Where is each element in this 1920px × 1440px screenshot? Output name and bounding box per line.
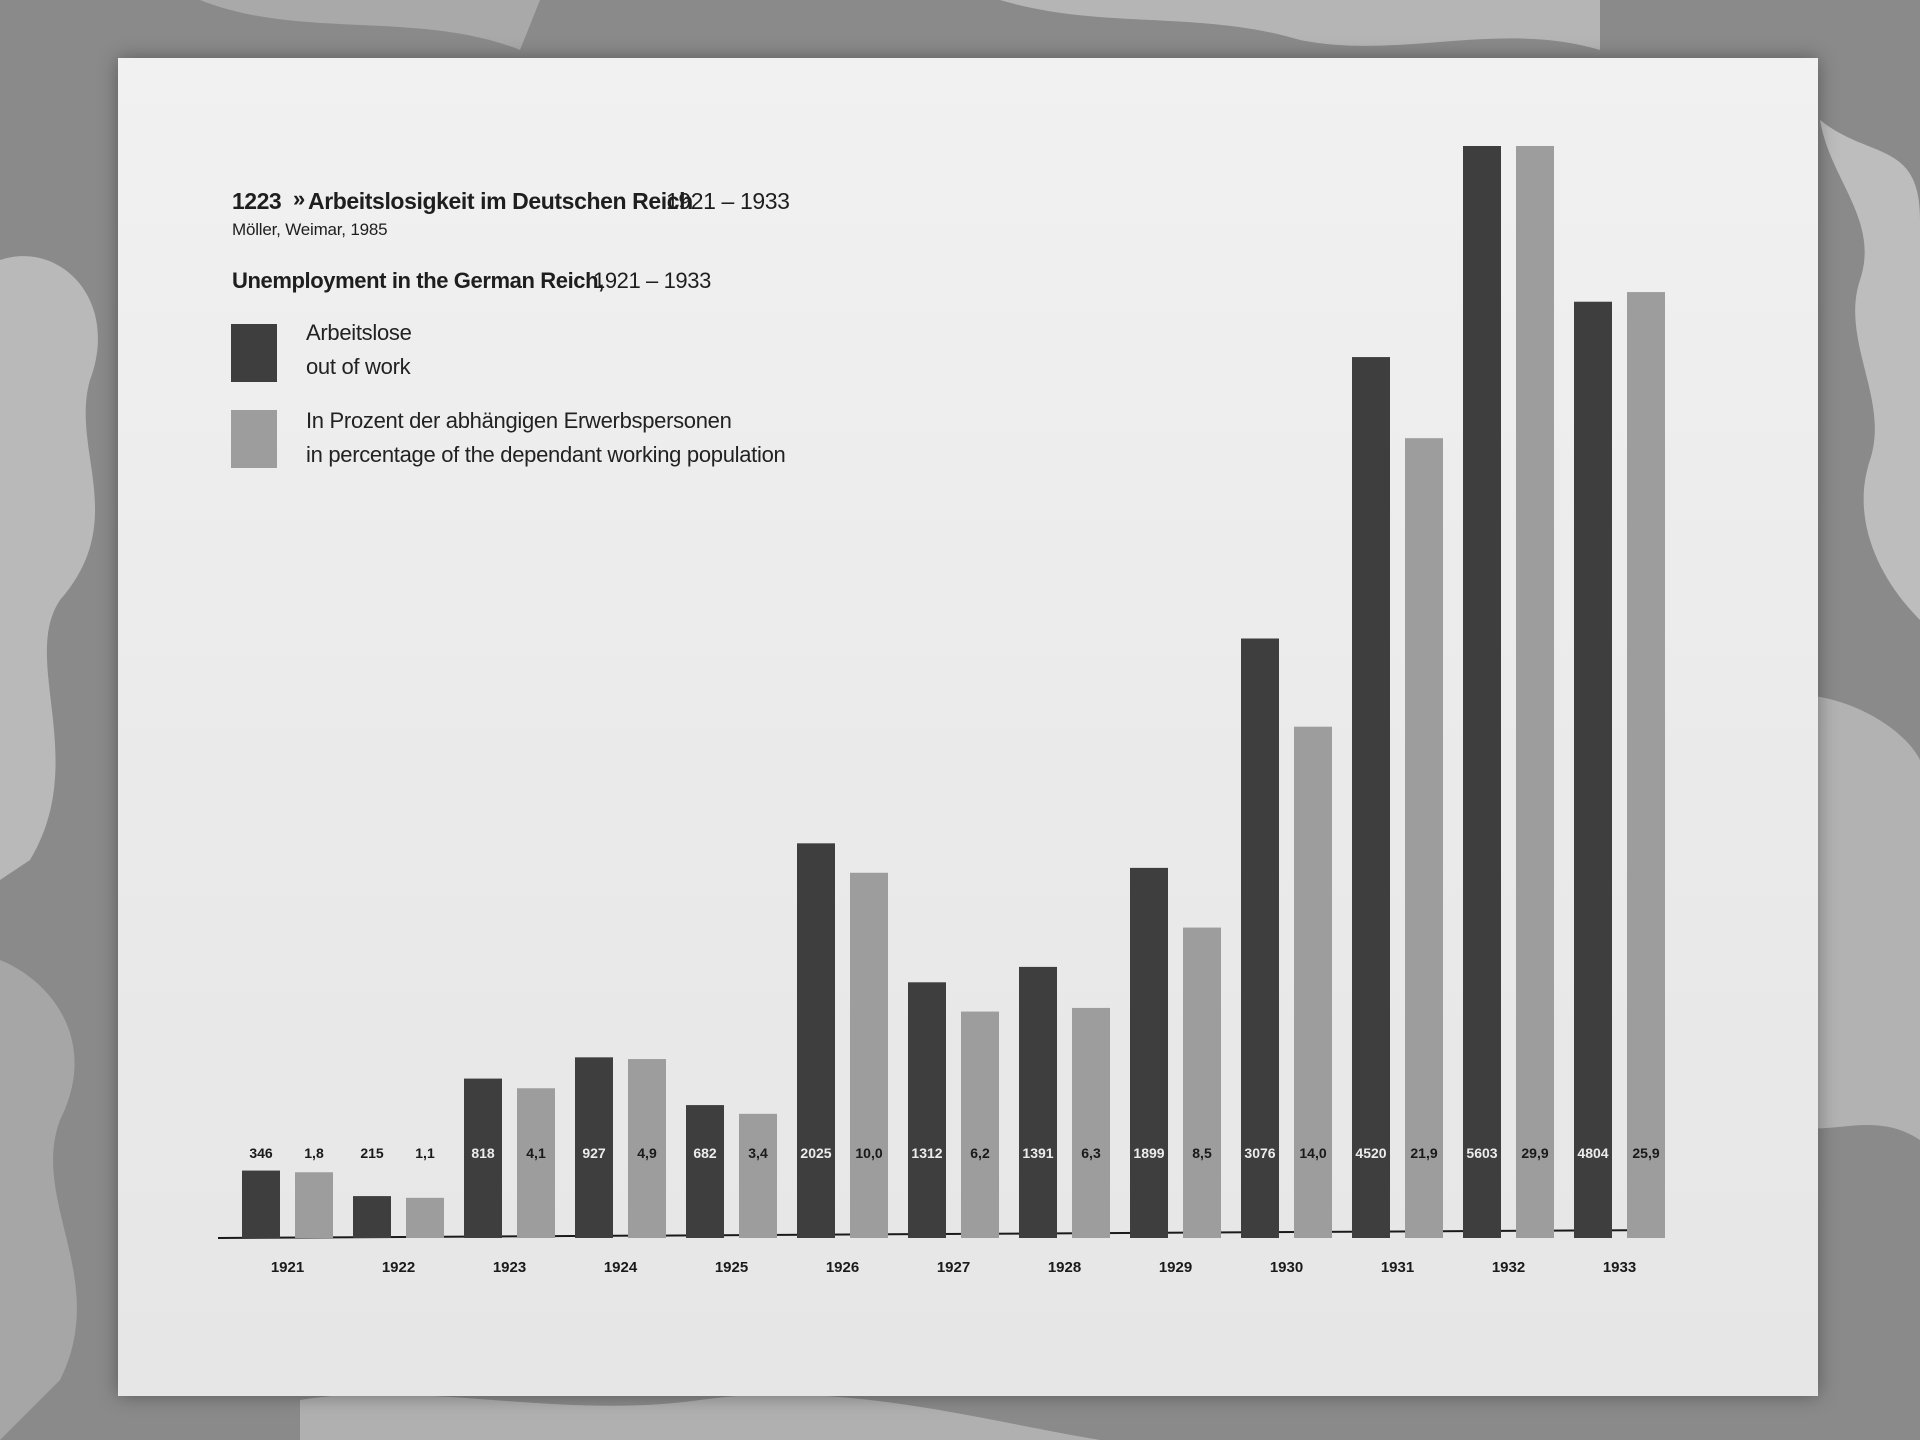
title-english: Unemployment in the German Reich, bbox=[232, 268, 604, 293]
bar-percentage-1929 bbox=[1183, 928, 1221, 1238]
x-tick-label-1928: 1928 bbox=[1047, 1259, 1082, 1276]
x-tick-label-1925: 1925 bbox=[714, 1259, 749, 1276]
bar-percentage-1931 bbox=[1405, 438, 1443, 1238]
data-label-percentage-1930: 14,0 bbox=[1299, 1145, 1327, 1161]
data-label-out-of-work-1922: 215 bbox=[360, 1145, 384, 1161]
data-label-out-of-work-1932: 5603 bbox=[1466, 1145, 1498, 1161]
bar-percentage-1923 bbox=[517, 1088, 555, 1238]
x-tick-label-1921: 1921 bbox=[270, 1259, 305, 1276]
bar-percentage-1928 bbox=[1072, 1008, 1110, 1238]
data-label-percentage-1927: 6,2 bbox=[970, 1145, 990, 1161]
bar-out-of-work-1925 bbox=[686, 1105, 724, 1238]
legend-label-de-0: Arbeitslose bbox=[306, 320, 412, 345]
data-label-out-of-work-1928: 1391 bbox=[1022, 1145, 1054, 1161]
bar-percentage-1933 bbox=[1627, 292, 1665, 1238]
data-label-out-of-work-1931: 4520 bbox=[1355, 1145, 1387, 1161]
title-german: Arbeitslosigkeit im Deutschen Reich bbox=[308, 188, 693, 214]
x-tick-label-1932: 1932 bbox=[1491, 1259, 1526, 1276]
data-label-percentage-1928: 6,3 bbox=[1081, 1145, 1101, 1161]
title-english-years: 1921 – 1933 bbox=[593, 268, 711, 293]
bar-percentage-1925 bbox=[739, 1114, 777, 1238]
data-label-out-of-work-1929: 1899 bbox=[1133, 1145, 1165, 1161]
data-label-percentage-1926: 10,0 bbox=[855, 1145, 883, 1161]
x-tick-label-1930: 1930 bbox=[1269, 1259, 1304, 1276]
data-label-out-of-work-1930: 3076 bbox=[1244, 1145, 1276, 1161]
data-label-out-of-work-1923: 818 bbox=[471, 1145, 495, 1161]
bar-percentage-1932 bbox=[1516, 146, 1554, 1238]
data-label-percentage-1931: 21,9 bbox=[1410, 1145, 1438, 1161]
bar-out-of-work-1932 bbox=[1463, 146, 1501, 1238]
x-tick-label-1924: 1924 bbox=[603, 1259, 638, 1276]
bar-out-of-work-1929 bbox=[1130, 868, 1168, 1238]
bar-out-of-work-1922 bbox=[353, 1196, 391, 1238]
x-tick-label-1933: 1933 bbox=[1602, 1259, 1637, 1276]
x-tick-label-1923: 1923 bbox=[492, 1259, 527, 1276]
bar-percentage-1922 bbox=[406, 1198, 444, 1238]
data-label-percentage-1921: 1,8 bbox=[304, 1145, 324, 1161]
bar-out-of-work-1933 bbox=[1574, 302, 1612, 1238]
bar-out-of-work-1926 bbox=[797, 843, 835, 1238]
data-label-percentage-1923: 4,1 bbox=[526, 1145, 546, 1161]
bar-percentage-1921 bbox=[295, 1172, 333, 1238]
bar-out-of-work-1931 bbox=[1352, 357, 1390, 1238]
x-tick-label-1931: 1931 bbox=[1380, 1259, 1415, 1276]
data-label-percentage-1933: 25,9 bbox=[1632, 1145, 1660, 1161]
data-label-out-of-work-1927: 1312 bbox=[911, 1145, 943, 1161]
data-label-out-of-work-1921: 346 bbox=[249, 1145, 273, 1161]
data-label-out-of-work-1924: 927 bbox=[582, 1145, 606, 1161]
x-tick-label-1927: 1927 bbox=[936, 1259, 971, 1276]
bar-out-of-work-1928 bbox=[1019, 967, 1057, 1238]
data-label-out-of-work-1925: 682 bbox=[693, 1145, 717, 1161]
legend-label-de-1: In Prozent der abhängigen Erwerbspersonen bbox=[306, 408, 732, 433]
bar-out-of-work-1921 bbox=[242, 1171, 280, 1238]
data-label-percentage-1924: 4,9 bbox=[637, 1145, 657, 1161]
bar-out-of-work-1927 bbox=[908, 982, 946, 1238]
data-label-percentage-1932: 29,9 bbox=[1521, 1145, 1549, 1161]
data-label-percentage-1929: 8,5 bbox=[1192, 1145, 1212, 1161]
bar-percentage-1930 bbox=[1294, 727, 1332, 1238]
data-label-out-of-work-1926: 2025 bbox=[800, 1145, 832, 1161]
data-label-percentage-1925: 3,4 bbox=[748, 1145, 768, 1161]
legend-label-en-0: out of work bbox=[306, 354, 411, 379]
bar-percentage-1926 bbox=[850, 873, 888, 1238]
legend-label-en-1: in percentage of the dependant working population bbox=[306, 442, 786, 467]
title-german-years: 1921 – 1933 bbox=[666, 188, 790, 214]
data-label-percentage-1922: 1,1 bbox=[415, 1145, 435, 1161]
x-tick-label-1929: 1929 bbox=[1158, 1259, 1193, 1276]
bar-percentage-1927 bbox=[961, 1012, 999, 1238]
source-citation: Möller, Weimar, 1985 bbox=[232, 220, 388, 239]
x-tick-label-1926: 1926 bbox=[825, 1259, 860, 1276]
panel-number: 1223 bbox=[232, 188, 282, 214]
guillemet-icon: » bbox=[293, 186, 306, 211]
data-label-out-of-work-1933: 4804 bbox=[1577, 1145, 1609, 1161]
x-tick-label-1922: 1922 bbox=[381, 1259, 416, 1276]
